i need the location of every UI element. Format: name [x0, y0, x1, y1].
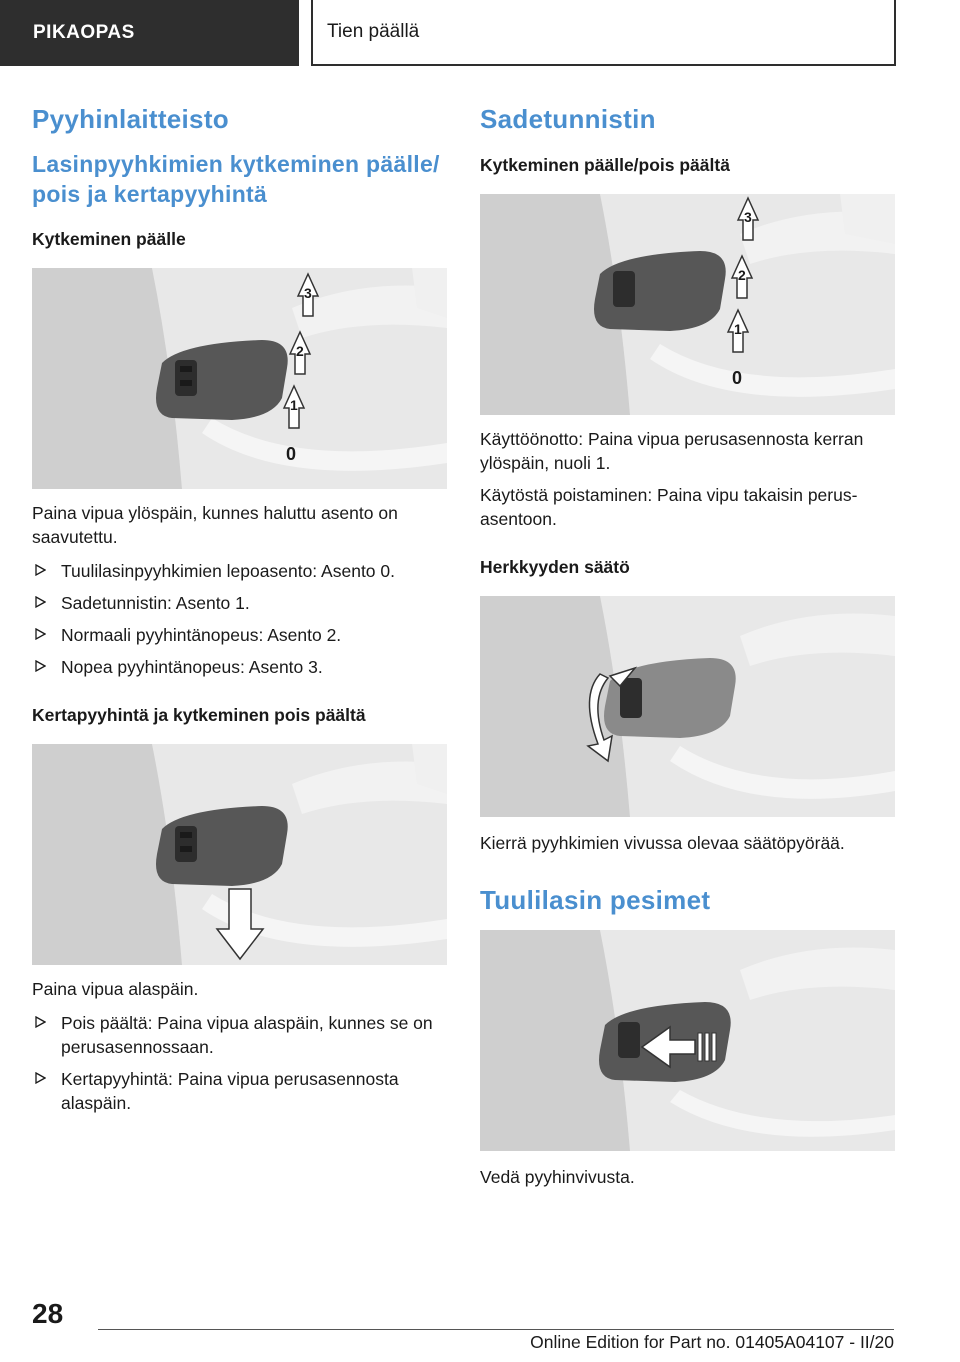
figure-lever-down [32, 744, 447, 965]
heading-rain-on-off: Kytkeminen päälle/pois päältä [480, 155, 730, 175]
subsection-title-wipers [32, 149, 450, 209]
list-item: Tuulilasinpyyhkimien lepoasento: Asento 0. [32, 559, 450, 583]
section-title-washers: Tuulilasin pesimet [480, 885, 711, 915]
text-washer: Vedä pyyhinvivusta. [480, 1167, 635, 1187]
figure-lever-up [32, 268, 447, 489]
text-rain-deactivate: Käytöstä poistaminen: Paina vipu takaisin perus‐asentoon. [480, 485, 858, 529]
section-tab-label: PIKAOPAS [33, 22, 135, 43]
right-column [480, 96, 898, 1189]
chapter-tab [311, 0, 896, 66]
figure-label-1: 1 [734, 321, 742, 337]
triangle-bullet-icon [35, 596, 46, 608]
triangle-bullet-icon [35, 628, 46, 640]
figure-label-3: 3 [304, 285, 312, 301]
figure-label-2: 2 [738, 267, 746, 283]
subtitle-line-1: Lasinpyyhkimien kytkeminen päälle/ [32, 151, 440, 177]
figure-washer-lever [480, 930, 895, 1151]
heading-single-wipe: Kertapyyhintä ja kytkeminen pois päältä [32, 705, 366, 725]
list-item: Kertapyyhintä: Paina vipua perusasennosta alaspäin. [32, 1067, 450, 1115]
list-switch-on [32, 559, 450, 679]
list-item: Nopea pyyhintänopeus: Asento 3. [32, 655, 450, 679]
list-item: Pois päältä: Paina vipua alaspäin, kunnes se on perusasennossaan. [32, 1011, 450, 1059]
footer-edition: Online Edition for Part no. 01405A04107 - II/20 [530, 1332, 894, 1352]
figure-label-0: 0 [286, 444, 297, 464]
triangle-bullet-icon [35, 1072, 46, 1084]
figure-label-0: 0 [732, 368, 743, 388]
text-sensitivity: Kierrä pyyhkimien vivussa olevaa säätöpyörää. [480, 833, 845, 853]
figure-label-2: 2 [296, 343, 304, 359]
text-switch-on: Paina vipua ylöspäin, kunnes haluttu asento on saavutettu. [32, 503, 398, 547]
heading-sensitivity: Herkkyyden säätö [480, 557, 630, 577]
list-item: Sadetunnistin: Asento 1. [32, 591, 450, 615]
list-single-wipe [32, 1011, 450, 1115]
text-rain-activate: Käyttöönotto: Paina vipua perusasennosta kerran ylöspäin, nuoli 1. [480, 429, 864, 473]
figure-label-1: 1 [290, 397, 298, 413]
footer-divider [98, 1329, 894, 1330]
text-single-wipe: Paina vipua alaspäin. [32, 979, 199, 999]
triangle-bullet-icon [35, 660, 46, 672]
section-tab [0, 0, 299, 66]
section-title-rain-sensor: Sadetunnistin [480, 104, 656, 134]
chapter-tab-label: Tien päällä [327, 21, 420, 42]
figure-sensitivity-wheel [480, 596, 895, 817]
section-title-wipers: Pyyhinlaitteisto [32, 104, 229, 134]
triangle-bullet-icon [35, 564, 46, 576]
left-column [32, 96, 450, 1123]
figure-rain-sensor-lever [480, 194, 895, 415]
triangle-bullet-icon [35, 1016, 46, 1028]
figure-label-3: 3 [744, 209, 752, 225]
page-header [0, 0, 960, 66]
page-number: 28 [32, 1298, 64, 1329]
list-item: Normaali pyyhintänopeus: Asento 2. [32, 623, 450, 647]
heading-switch-on: Kytkeminen päälle [32, 229, 186, 249]
subtitle-line-2: pois ja kertapyyhintä [32, 181, 268, 207]
